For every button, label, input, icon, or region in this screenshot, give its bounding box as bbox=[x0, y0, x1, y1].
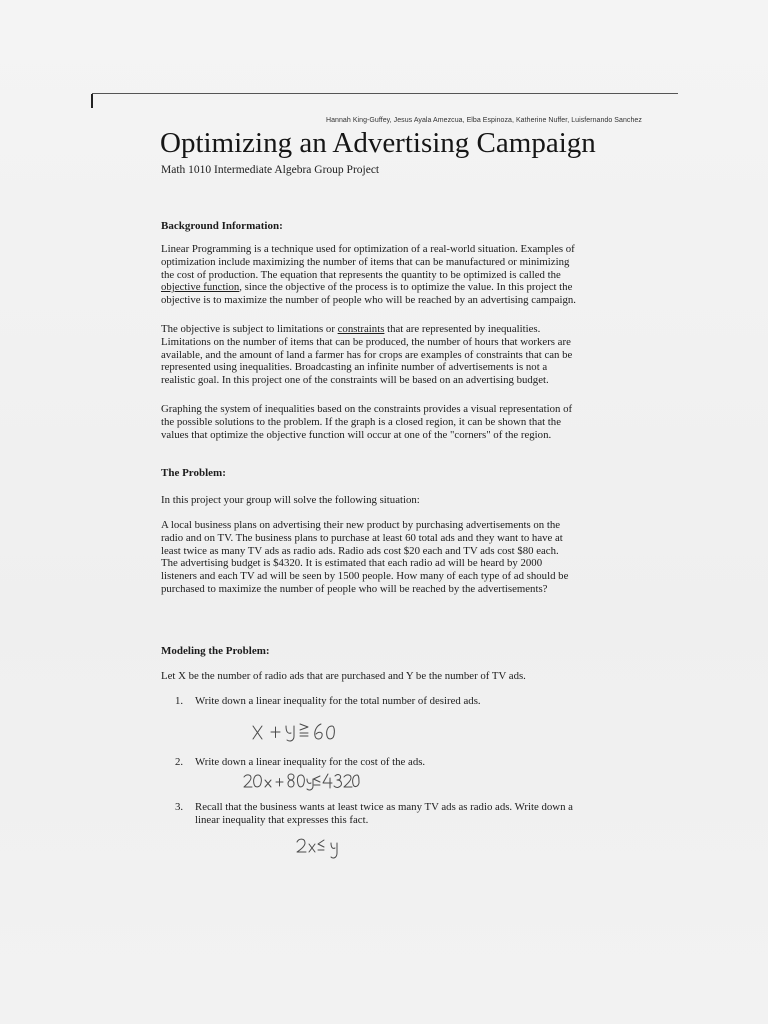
question-number: 1. bbox=[175, 695, 184, 707]
text-line: the cost of production. The equation that represents the quantity to be optimized is called the bbox=[161, 268, 561, 281]
text-line: purchased to maximize the number of people who will be reached by the advertisements? bbox=[161, 582, 548, 595]
text-line bbox=[161, 281, 621, 294]
text-line: In this project your group will solve the following situation: bbox=[161, 494, 420, 506]
text-line: available, and the amount of land a farmer has for crops are examples of constraints that can be bbox=[161, 348, 573, 361]
background-heading: Background Information: bbox=[161, 220, 283, 232]
handwritten-answer-3 bbox=[295, 835, 345, 866]
objective-function-term: objective function bbox=[161, 281, 240, 294]
text-line: Limitations on the number of items that can be produced, the number of hours that workers are bbox=[161, 335, 571, 348]
text-line: Recall that the business wants at least twice as many TV ads as radio ads. Write down a bbox=[195, 801, 573, 813]
text-fragment: , since the objective of the process is to optimize the value. In this project the bbox=[239, 281, 573, 294]
text-line: realistic goal. In this project one of the constraints will be based on an advertising budget. bbox=[161, 374, 549, 387]
modeling-intro bbox=[161, 670, 621, 683]
text-line: listeners and each TV ad will be seen by 1500 people. How many of each type of ad should be bbox=[161, 570, 569, 583]
question-text bbox=[195, 801, 625, 827]
text-line: Graphing the system of inequalities based on the constraints provides a visual representation of bbox=[161, 403, 573, 415]
modeling-heading: Modeling the Problem: bbox=[161, 645, 270, 657]
problem-heading: The Problem: bbox=[161, 467, 226, 479]
constraints-term: constraints bbox=[337, 323, 385, 335]
question-text bbox=[195, 695, 625, 708]
text-line: values that optimize the objective function will occur at one of the "corners" of the region. bbox=[161, 428, 552, 441]
page-edge-mark bbox=[91, 94, 93, 108]
question-number: 2. bbox=[175, 756, 184, 768]
text-fragment: The objective is subject to limitations or bbox=[161, 323, 338, 335]
text-line: Write down a linear inequality for the cost of the ads. bbox=[195, 756, 426, 768]
problem-paragraph bbox=[161, 519, 621, 596]
text-line: represented using inequalities. Broadcasting an infinite number of advertisements is not a bbox=[161, 361, 548, 374]
document-title: Optimizing an Advertising Campaign bbox=[160, 127, 596, 159]
background-paragraph-2 bbox=[161, 323, 621, 387]
text-line: the possible solutions to the problem. If the graph is a closed region, it can be shown that the bbox=[161, 415, 562, 428]
text-line bbox=[161, 323, 621, 336]
text-line: optimization include maximizing the number of items that can be manufactured or minimizing bbox=[161, 255, 570, 268]
text-line: The advertising budget is $4320. It is estimated that each radio ad will be heard by 2000 bbox=[161, 557, 543, 570]
text-line: Linear Programming is a technique used for optimization of a real-world situation. Examples of bbox=[161, 243, 575, 255]
text-line: objective is to maximize the number of people who will be reached by an advertising campaign. bbox=[161, 294, 576, 307]
text-line: Let X be the number of radio ads that are purchased and Y be the number of TV ads. bbox=[161, 670, 526, 682]
handwritten-answer-2 bbox=[242, 770, 357, 797]
document-subtitle: Math 1010 Intermediate Algebra Group Project bbox=[161, 164, 380, 176]
header-rule bbox=[92, 93, 678, 94]
handwritten-answer-1 bbox=[250, 718, 340, 749]
text-line: radio and on TV. The business plans to purchase at least 60 total ads and they want to have at bbox=[161, 531, 563, 544]
question-text bbox=[195, 756, 625, 769]
text-fragment: that are represented by inequalities. bbox=[384, 323, 541, 335]
text-line: least twice as many TV ads as radio ads. Radio ads cost $20 each and TV ads cost $80 each. bbox=[161, 544, 559, 557]
question-number: 3. bbox=[175, 801, 184, 813]
background-paragraph-3 bbox=[161, 403, 621, 441]
text-line: Write down a linear inequality for the total number of desired ads. bbox=[195, 695, 481, 707]
text-line: A local business plans on advertising their new product by purchasing advertisements on the bbox=[161, 519, 561, 531]
author-list: Hannah King-Guffey, Jesus Ayala Amezcua, Elba Espinoza, Katherine Nuffer, Luisfernando Sanchez bbox=[326, 117, 642, 124]
text-line: linear inequality that expresses this fact. bbox=[195, 813, 369, 826]
background-paragraph-1 bbox=[161, 243, 621, 307]
problem-intro bbox=[161, 494, 621, 507]
